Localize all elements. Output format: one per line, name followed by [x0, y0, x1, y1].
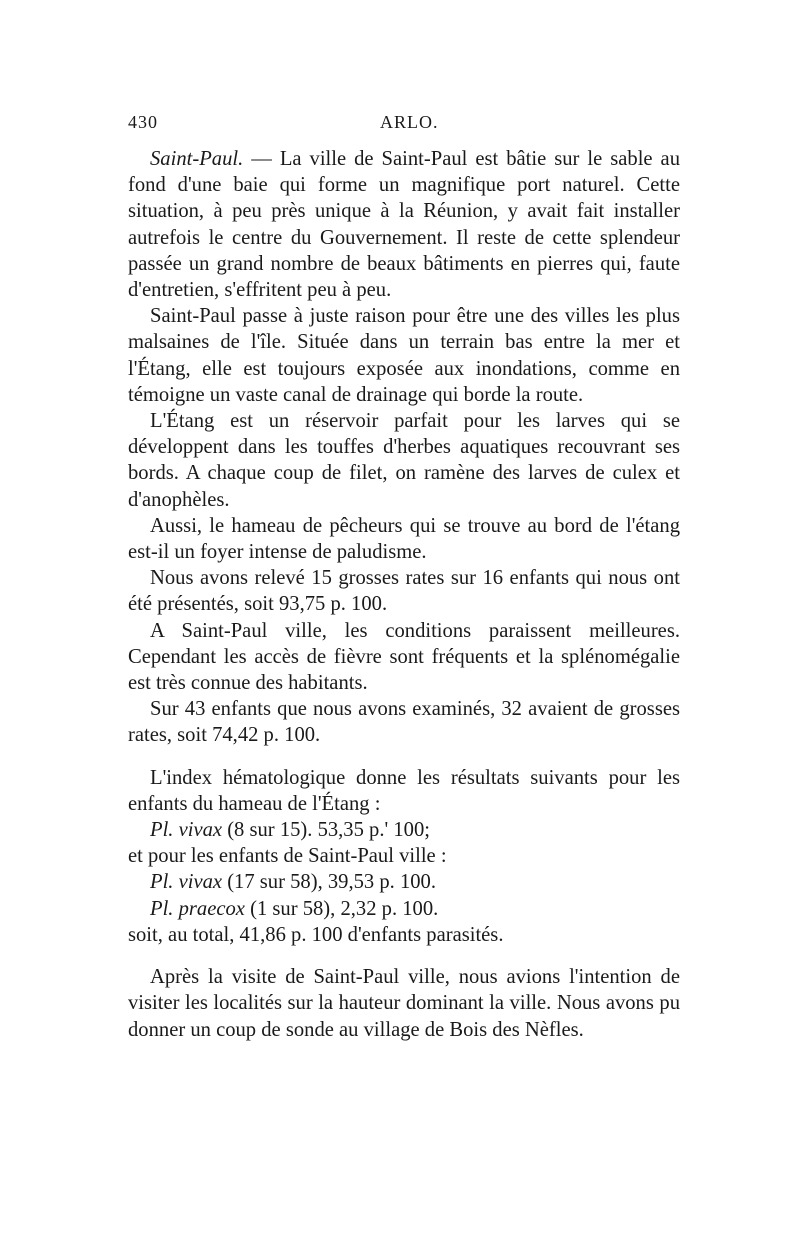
- paragraph-saint-paul: [128, 146, 680, 303]
- species-name: Pl. vivax: [150, 871, 223, 894]
- section-heading: Saint-Paul.: [150, 148, 244, 170]
- paragraph: A Saint-Paul ville, les conditions paraissent meilleures. Cependant les accès de fièvre sont fréquents et la splénomégalie est très connue des habitants.: [128, 619, 680, 695]
- formula-line: [128, 817, 680, 843]
- paragraph: et pour les enfants de Saint-Paul ville :: [128, 845, 447, 868]
- formula-value: (8 sur 15). 53,35 p.' 100;: [222, 819, 430, 842]
- formula-value: (17 sur 58), 39,53 p. 100.: [222, 871, 436, 894]
- paragraph: L'index hématologique donne les résultats suivants pour les enfants du hameau de l'Étang :: [128, 766, 680, 815]
- paragraph: L'Étang est un réservoir parfait pour les larves qui se développent dans les touffes d'herbes aquatiques recouvrant ses bords. A chaque coup de filet, on ramène des larves de culex et d'anophèles.: [128, 410, 680, 511]
- paragraph-text: — La ville de Saint-Paul est bâtie sur le sable au fond d'une baie qui forme un magnifique port naturel. Cette situation, à peu près unique à la Réunion, y avait fait installer autrefois le centre du Gouvernement. Il reste de cette splendeur passée un grand nombre de beaux bâtiments en pierres qui, faute d'entretien, s'effritent peu à peu.: [128, 148, 680, 302]
- formula-line: [128, 869, 680, 895]
- page-header: [128, 112, 680, 142]
- paragraph: Saint-Paul passe à juste raison pour être une des villes les plus malsaines de l'île. Située dans un terrain bas entre la mer et l'Étang, elle est toujours exposée aux inondations, comme en témoigne un vaste canal de drainage qui borde la route.: [128, 305, 680, 406]
- page-number: 430: [128, 112, 158, 132]
- formula-line: [128, 896, 680, 922]
- species-name: Pl. vivax: [150, 819, 223, 842]
- paragraph: Après la visite de Saint-Paul ville, nous avions l'intention de visiter les localités sur la hauteur dominant la ville. Nous avons pu donner un coup de sonde au village de Bois des Nèfles.: [128, 966, 680, 1041]
- formula-value: (1 sur 58), 2,32 p. 100.: [244, 897, 439, 920]
- paragraph: Aussi, le hameau de pêcheurs qui se trouve au bord de l'étang est-il un foyer intense de paludisme.: [128, 514, 680, 564]
- paragraph: Sur 43 enfants que nous avons examinés, 32 avaient de grosses rates, soit 74,42 p. 100.: [128, 698, 680, 747]
- species-name: Pl. praecox: [150, 897, 245, 920]
- body-text: [128, 146, 680, 1043]
- running-title: ARLO.: [380, 112, 439, 132]
- paragraph: soit, au total, 41,86 p. 100 d'enfants parasités.: [128, 923, 504, 946]
- paragraph: Nous avons relevé 15 grosses rates sur 16 enfants qui nous ont été présentés, soit 93,75 p. 100.: [128, 567, 680, 616]
